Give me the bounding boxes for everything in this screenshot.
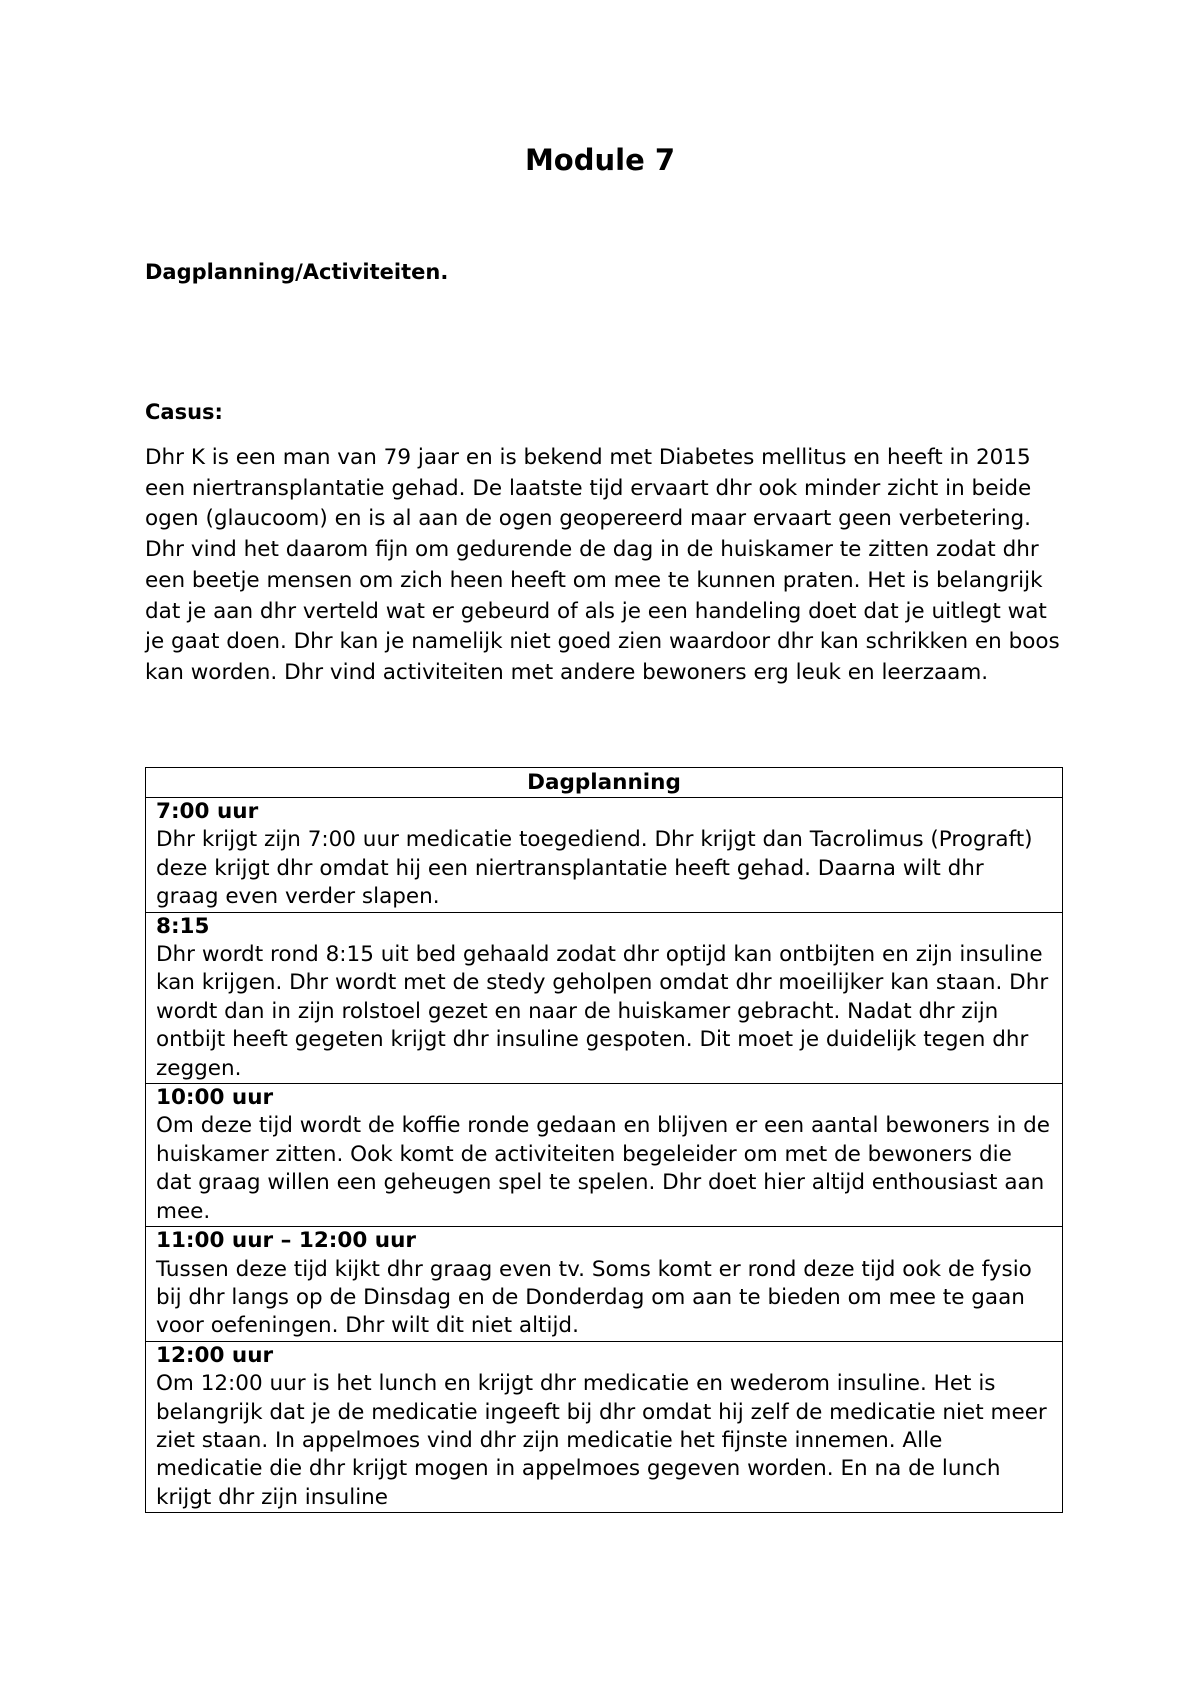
table-header: Dagplanning <box>146 768 1063 798</box>
table-header-row <box>146 768 1063 798</box>
table-cell <box>146 1341 1063 1512</box>
dagplanning-table <box>145 767 1063 1513</box>
table-row <box>146 1227 1063 1342</box>
table-cell <box>146 1227 1063 1342</box>
entry-text: Om 12:00 uur is het lunch en krijgt dhr medicatie en wederom insuline. Het is belangrijk dat je de medicatie ingeeft bij dhr omdat hij zelf de medicatie niet meer ziet staan. In appelmoes vind dhr zijn medicatie het fijnste innemen. Alle medicatie die dhr krijgt mogen in appelmoes gegeven worden. En na de lunch krijgt dhr zijn insuline <box>156 1371 1047 1510</box>
casus-paragraph: Dhr K is een man van 79 jaar en is bekend met Diabetes mellitus en heeft in 2015 een niertransplantatie gehad. De laatste tijd ervaart dhr ook minder zicht in beide ogen (glaucoom) en is al aan de ogen geopereerd maar ervaart geen verbetering. Dhr vind het daarom fijn om gedurende de dag in de huiskamer te zitten zodat dhr een beetje mensen om zich heen heeft om mee te kunnen praten. Het is belangrijk dat je aan dhr verteld wat er gebeurd of als je een handeling doet dat je uitlegt wat je gaat doen. Dhr kan je namelijk niet goed zien waardoor dhr kan schrikken en boos kan worden. Dhr vind activiteiten met andere bewoners erg leuk en leerzaam. <box>145 445 1060 685</box>
table-cell <box>146 1084 1063 1227</box>
table-row <box>146 798 1063 913</box>
entry-time: 7:00 uur <box>156 799 259 824</box>
casus-heading: Casus: <box>145 400 223 424</box>
page-title: Module 7 <box>524 143 676 177</box>
entry-time: 12:00 uur <box>156 1342 274 1368</box>
table-body <box>146 798 1063 1513</box>
entry-text: Tussen deze tijd kijkt dhr graag even tv. Soms komt er rond deze tijd ook de fysio bij dhr langs op de Dinsdag en de Donderdag om aan te bieden om mee te gaan voor oefeningen. Dhr wilt dit niet altijd. <box>156 1256 1032 1339</box>
entry-time: 8:15 <box>156 913 210 939</box>
table-row <box>146 1341 1063 1512</box>
entry-text: Dhr krijgt zijn 7:00 uur medicatie toegediend. Dhr krijgt dan Tacrolimus (Prograft) <box>156 827 1033 853</box>
entry-time: 11:00 uur – 12:00 uur <box>156 1228 416 1254</box>
section-heading: Dagplanning/Activiteiten. <box>145 260 449 284</box>
entry-time: 10:00 uur <box>156 1085 274 1111</box>
table-row <box>146 1084 1063 1227</box>
table-cell <box>146 912 1063 1083</box>
table-row <box>146 912 1063 1083</box>
table-cell <box>146 798 1063 913</box>
entry-text: Dhr wordt rond 8:15 uit bed gehaald zodat dhr optijd kan ontbijten en zijn insuline kan krijgen. Dhr wordt met de stedy geholpen omdat dhr moeilijker kan staan. Dhr wordt dan in zijn rolstoel gezet en naar de huiskamer gebracht. Nadat dhr zijn ontbijt heeft gegeten krijgt dhr insuline gespoten. Dit moet je duidelijk tegen dhr zeggen. <box>156 942 1049 1081</box>
entry-text: Om deze tijd wordt de koffie ronde gedaan en blijven er een aantal bewoners in de huiskamer zitten. Ook komt de activiteiten begeleider om met de bewoners die dat graag willen een geheugen spel te spelen. Dhr doet hier altijd enthousiast aan mee. <box>156 1113 1051 1224</box>
entry-text: deze krijgt dhr omdat hij een niertransplantatie heeft gehad. Daarna wilt dhr graag even verder slapen. <box>156 855 984 910</box>
